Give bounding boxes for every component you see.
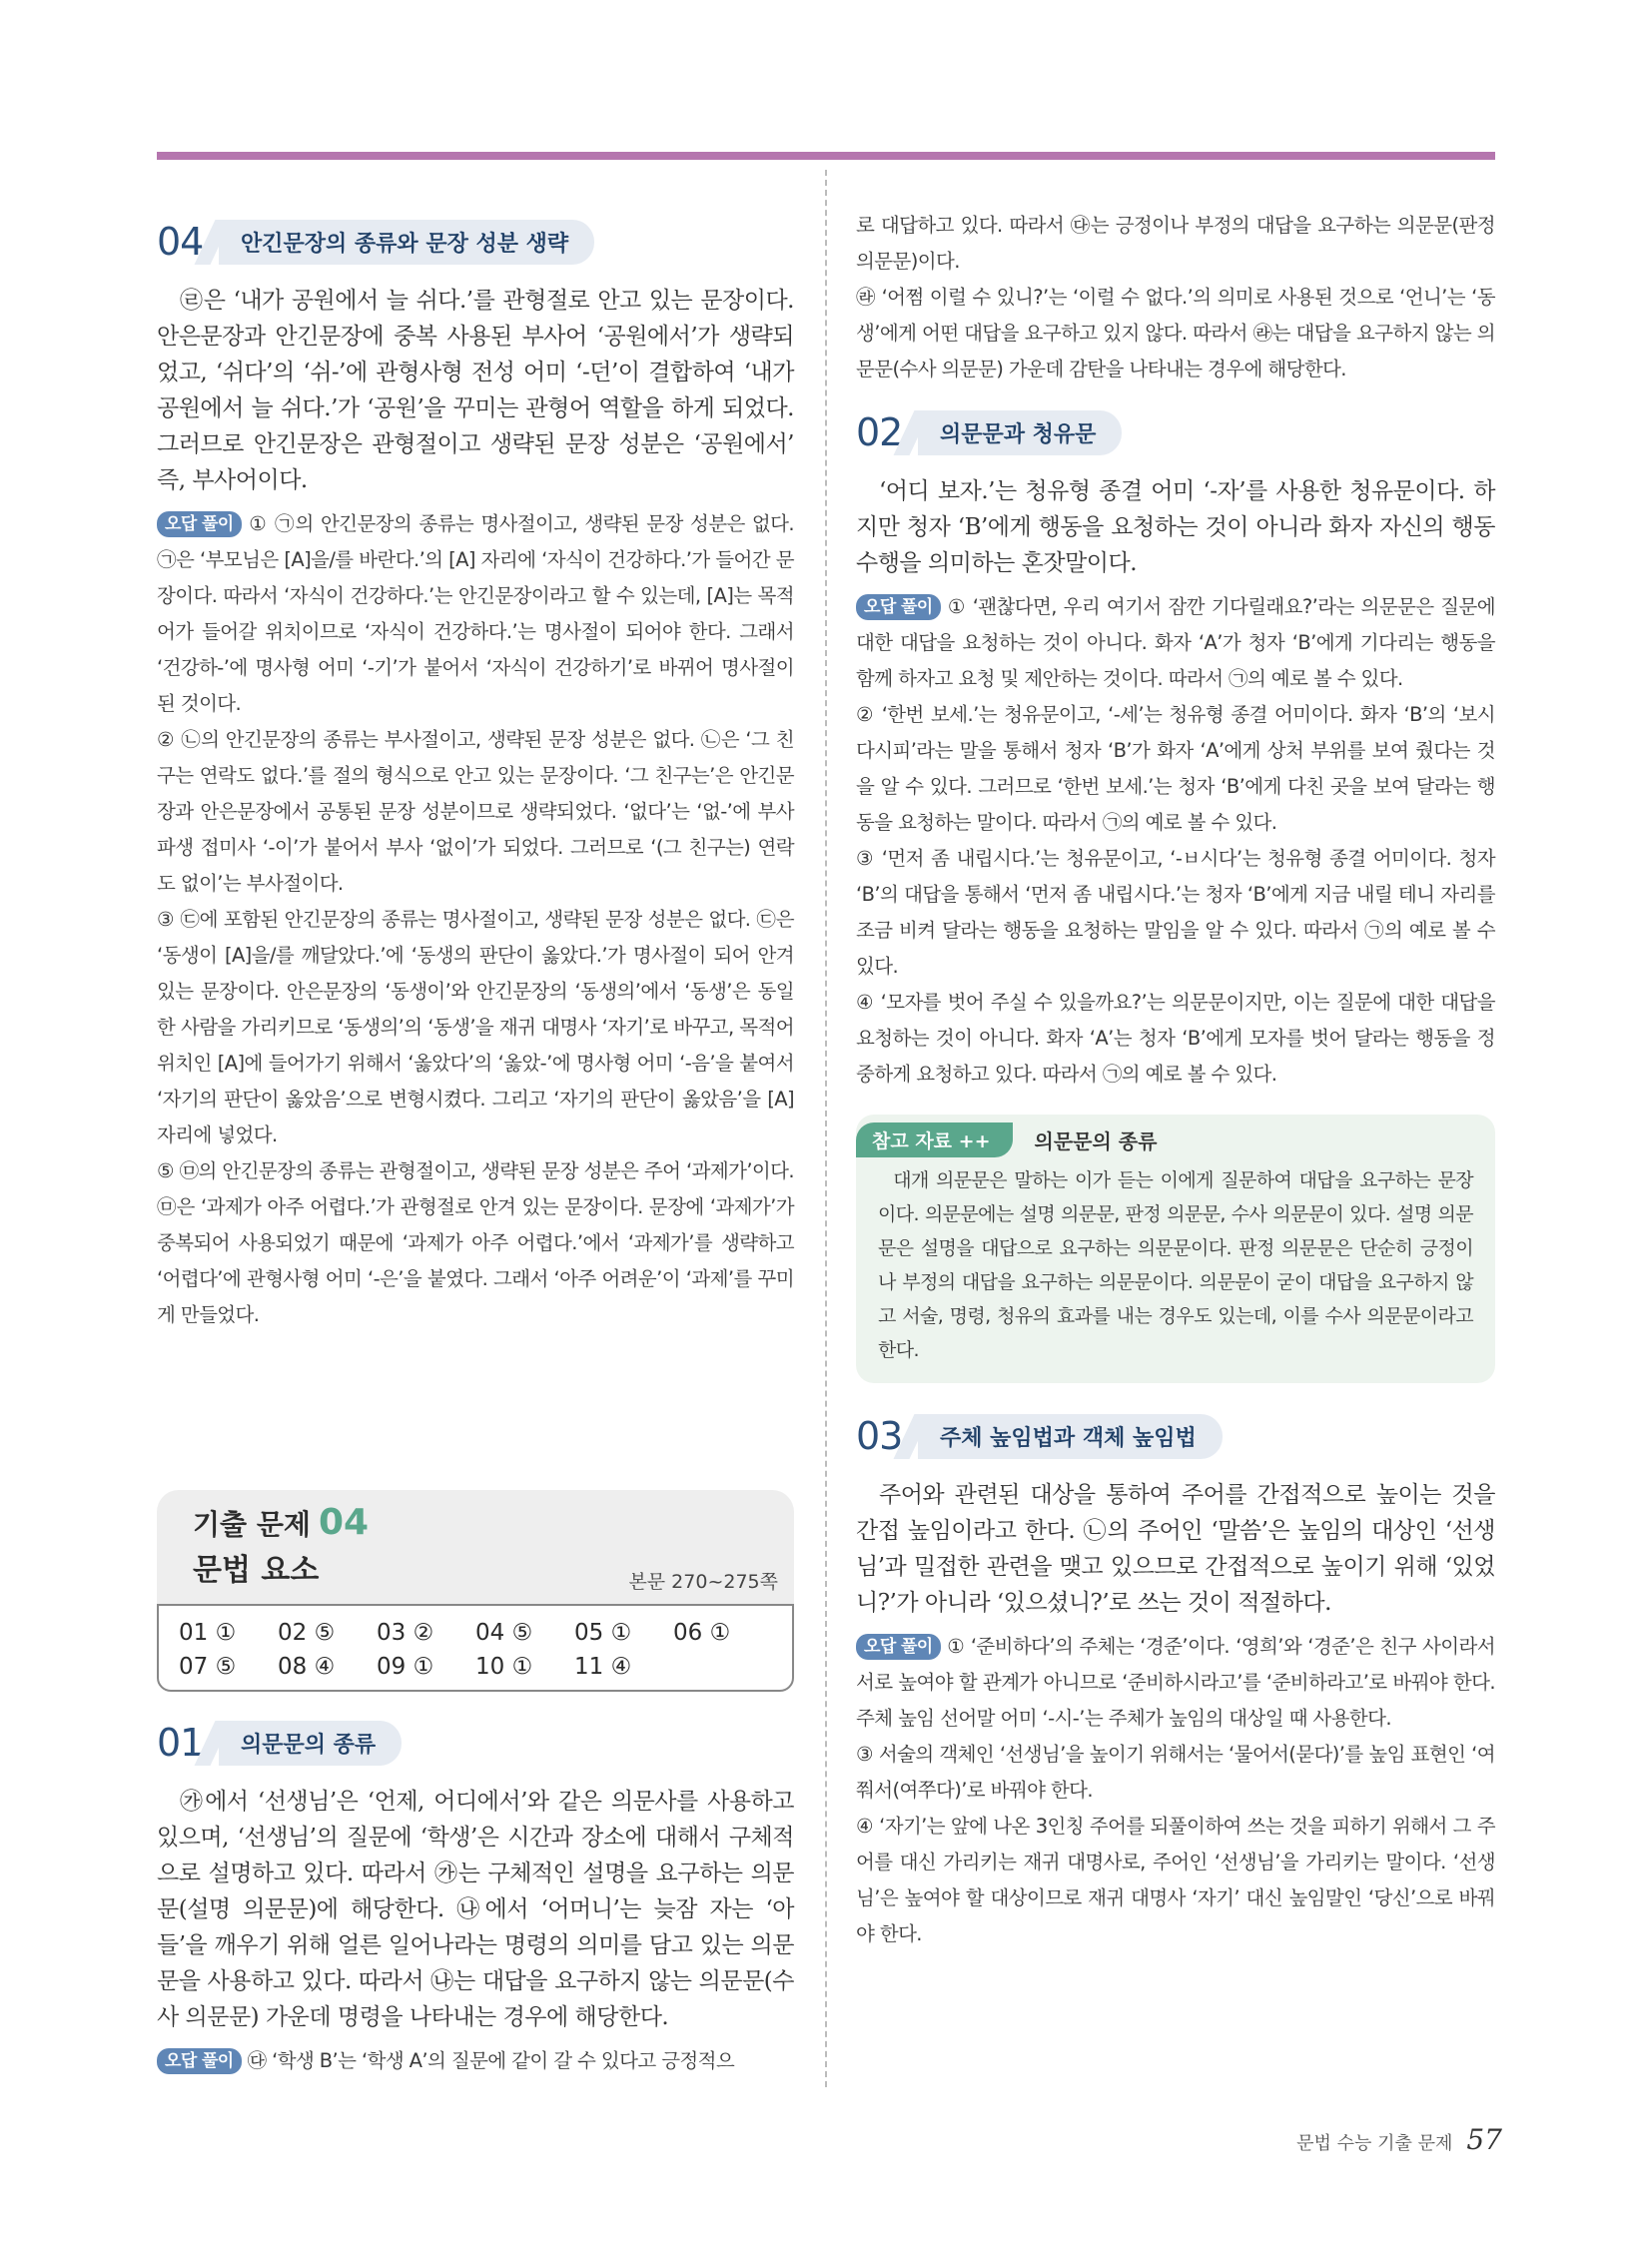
reference-title: 의문문의 종류 (1034, 1129, 1158, 1153)
answer-item: 09 ① (377, 1654, 434, 1680)
answer-grid (157, 1604, 794, 1692)
section-03-note-4: ④ ‘자기’는 앞에 나온 3인칭 주어를 되풀이하여 쓰는 것을 피하기 위해서 그 주어를 대신 가리키는 재귀 대명사로, 주어인 ‘선생님’을 가리키는 말이다. ‘선생님’은 높여야 할 대상이므로 재귀 대명사 ‘자기’ 대신 높임말인 ‘당신’으로 바꿔야 한다. (856, 1815, 1495, 1945)
section-02-note-3: ③ ‘먼저 좀 내립시다.’는 청유문이고, ‘-ㅂ시다’는 청유형 종결 어미이다. 청자 ‘B’의 대답을 통해서 ‘먼저 좀 내립시다.’는 청자 ‘B’에게 지금 내릴 테니 자리를 조금 비켜 달라는 행동을 요청하는 말임을 알 수 있다. 따라서 ㉠의 예로 볼 수 있다. (856, 847, 1495, 978)
wrong-answer-badge: 오답 풀이 (856, 594, 941, 620)
section-04-header (157, 219, 794, 265)
section-04-note-2: ② ㉡의 안긴문장의 종류는 부사절이고, 생략된 문장 성분은 없다. ㉡은 ‘그 친구는 연락도 없다.’를 절의 형식으로 안고 있는 문장이다. ‘그 친구는’은 안긴문장과 안은문장에서 공통된 문장 성분이므로 생략되었다. ‘없다’는 ‘없-’에 부사 파생 접미사 ‘-이’가 붙어서 부사 ‘없이’가 되었다. 그러므로 ‘(그 친구는) 연락도 없이’는 부사절이다. (157, 728, 794, 895)
section-03-note-1-text: ① ‘준비하다’의 주체는 ‘경준’이다. ‘영희’와 ‘경준’은 친구 사이라서 서로 높여야 할 관계가 아니므로 ‘준비하시라고’를 ‘준비하라고’로 바꿔야 한다. 주체 높임 선어말 어미 ‘-시-’는 주체가 높임의 대상일 때 사용한다. (856, 1635, 1495, 1730)
page-number: 57 (1466, 2123, 1502, 2156)
section-01-note-start-text: ㉰ ‘학생 B’는 ‘학생 A’의 질문에 같이 갈 수 있다고 긍정적으 (247, 2049, 735, 2072)
reference-box (856, 1115, 1495, 1383)
section-02-note-4: ④ ‘모자를 벗어 주실 수 있을까요?’는 의문문이지만, 이는 질문에 대한 대답을 요청하는 것이 아니다. 화자 ‘A’는 청자 ‘B’에게 모자를 벗어 달라는 행동을 정중하게 요청하고 있다. 따라서 ㉠의 예로 볼 수 있다. (856, 991, 1495, 1086)
answer-card (157, 1490, 794, 2079)
section-04-note-1 (157, 506, 794, 722)
section-01-title: 의문문의 종류 (219, 1721, 402, 1766)
answer-item: 05 ① (574, 1620, 632, 1646)
section-02-note-2: ② ‘한번 보세.’는 청유문이고, ‘-세’는 청유형 종결 어미이다. 화자 ‘B’의 ‘보시다시피’라는 말을 통해서 청자 ‘B’가 화자 ‘A’에게 상처 부위를 보여 줬다는 것을 알 수 있다. 그러므로 ‘한번 보세.’는 청자 ‘B’에게 다친 곳을 보여 달라는 행동을 요청하는 말이다. 따라서 ㉠의 예로 볼 수 있다. (856, 703, 1495, 834)
wrong-answer-badge: 오답 풀이 (157, 511, 242, 537)
section-02-note-1-text: ① ‘괜찮다면, 우리 여기서 잠깐 기다릴래요?’라는 의문문은 질문에 대한 대답을 요청하는 것이 아니다. 화자 ‘A’가 청자 ‘B’에게 기다리는 행동을 함께 하자고 요청 및 제안하는 것이다. 따라서 ㉠의 예로 볼 수 있다. (856, 595, 1495, 690)
answer-item: 04 ⑤ (475, 1620, 533, 1646)
answer-item: 11 ④ (574, 1654, 632, 1680)
section-03-body: 주어와 관련된 대상을 통하여 주어를 간접적으로 높이는 것을 간접 높임이라고 한다. ㉡의 주어인 ‘말씀’은 높임의 대상인 ‘선생님’과 밀접한 관련을 맺고 있으므로 간접적으로 높이기 위해 ‘있었니?’가 아니라 ‘있으셨니?’로 쓰는 것이 적절하다. (856, 1482, 1495, 1616)
reference-box-header (856, 1122, 1473, 1157)
reference-tag: 참고 자료 ++ (856, 1122, 1013, 1157)
section-04-body: ㉣은 ‘내가 공원에서 늘 쉬다.’를 관형절로 안고 있는 문장이다. 안은문장과 안긴문장에 중복 사용된 부사어 ‘공원에서’가 생략되었고, ‘쉬다’의 ‘쉬-’에 관형사형 전성 어미 ‘-던’이 결합하여 ‘내가 공원에서 늘 쉬다.’가 ‘공원’을 꾸미는 관형어 역할을 하게 되었다. 그러므로 안긴문장은 관형절이고 생략된 문장 성분은 ‘공원에서’ 즉, 부사어이다. (157, 288, 794, 493)
answer-card-pages: 본문 270~275쪽 (628, 1571, 778, 1593)
left-column (157, 215, 794, 1333)
section-01-body: ㉮에서 ‘선생님’은 ‘언제, 어디에서’와 같은 의문사를 사용하고 있으며, ‘선생님’의 질문에 ‘학생’은 시간과 장소에 대해서 구체적으로 설명하고 있다. 따라서 ㉮는 구체적인 설명을 요구하는 의문문(설명 의문문)에 해당한다. ㉯에서 ‘어머니’는 늦잠 자는 ‘아들’을 깨우기 위해 얼른 일어나라는 명령의 의미를 담고 있는 의문문을 사용하고 있다. 따라서 ㉯는 대답을 요구하지 않는 의문문(수사 의문문) 가운데 명령을 나타내는 경우에 해당한다. (157, 1789, 794, 2030)
section-04-number: 04 (157, 220, 204, 264)
top-rule (157, 152, 1495, 160)
section-01-header (157, 1720, 794, 1766)
section-01-number: 01 (157, 1721, 204, 1765)
answer-item: 06 ① (673, 1620, 731, 1646)
section-03-title: 주체 높임법과 객체 높임법 (918, 1414, 1223, 1459)
section-04-title: 안긴문장의 종류와 문장 성분 생략 (219, 220, 594, 265)
reference-text: 대개 의문문은 말하는 이가 듣는 이에게 질문하여 대답을 요구하는 문장이다. 의문문에는 설명 의문문, 판정 의문문, 수사 의문문이 있다. 설명 의문문은 설명을 대답으로 요구하는 의문문이다. 판정 의문문은 단순히 긍정이나 부정의 대답을 요구하는 의문문이다. 의문문이 굳이 대답을 요구하지 않고 서술, 명령, 청유의 효과를 내는 경우도 있는데, 이를 수사 의문문이라고 한다. (878, 1169, 1473, 1361)
section-01-note-cont: 로 대답하고 있다. 따라서 ㉰는 긍정이나 부정의 대답을 요구하는 의문문(판정 의문문)이다. (856, 214, 1495, 273)
section-02-header (856, 409, 1495, 455)
section-04-note-3: ③ ㉢에 포함된 안긴문장의 종류는 명사절이고, 생략된 문장 성분은 없다. ㉢은 ‘동생이 [A]을/를 깨달았다.’에 ‘동생의 판단이 옳았다.’가 명사절이 되어 안겨 있는 문장이다. 안은문장의 ‘동생이’와 안긴문장의 ‘동생의’에서 ‘동생’은 동일한 사람을 가리키므로 ‘동생의’의 ‘동생’을 재귀 대명사 ‘자기’로 바꾸고, 목적어 위치인 [A]에 들어가기 위해서 ‘옳았다’의 ‘옳았-’에 명사형 어미 ‘-음’을 붙여서 ‘자기의 판단이 옳았음’으로 변형시켰다. 그리고 ‘자기의 판단이 옳았음’을 [A] 자리에 넣었다. (157, 908, 794, 1146)
answer-card-label: 기출 문제 (193, 1508, 311, 1541)
wrong-answer-badge: 오답 풀이 (157, 2048, 242, 2074)
answer-card-subject: 문법 요소 (193, 1553, 320, 1588)
answer-card-header (157, 1490, 794, 1604)
footer-label: 문법 수능 기출 문제 (1296, 2133, 1453, 2154)
section-03-header (856, 1413, 1495, 1459)
section-02-title: 의문문과 청유문 (918, 410, 1122, 455)
section-04-note-5: ⑤ ㉤의 안긴문장의 종류는 관형절이고, 생략된 문장 성분은 주어 ‘과제가’이다. ㉤은 ‘과제가 아주 어렵다.’가 관형절로 안겨 있는 문장이다. 문장에 ‘과제가’가 중복되어 사용되었기 때문에 ‘과제가 아주 어렵다.’에서 ‘과제가’를 생략하고 ‘어렵다’에 관형사형 어미 ‘-은’을 붙였다. 그래서 ‘아주 어려운’이 ‘과제’를 꾸미게 만들었다. (157, 1159, 794, 1326)
answer-item: 07 ⑤ (179, 1654, 237, 1680)
section-03-note-3: ③ 서술의 객체인 ‘선생님’을 높이기 위해서는 ‘물어서(묻다)’를 높임 표현인 ‘여쭤서(여쭈다)’로 바꿔야 한다. (856, 1743, 1495, 1802)
answer-item: 03 ② (377, 1620, 434, 1646)
section-03-number: 03 (856, 1414, 903, 1458)
section-01-note-2: ㉱ ‘어쩜 이럴 수 있니?’는 ‘이럴 수 없다.’의 의미로 사용된 것으로 ‘언니’는 ‘동생’에게 어떤 대답을 요구하고 있지 않다. 따라서 ㉱는 대답을 요구하지 않는 의문문(수사 의문문) 가운데 감탄을 나타내는 경우에 해당한다. (856, 286, 1495, 380)
section-02-note-1 (856, 589, 1495, 697)
answer-card-line1 (193, 1502, 782, 1543)
page-footer (1296, 2123, 1502, 2156)
column-divider (825, 170, 827, 2087)
answer-item: 02 ⑤ (278, 1620, 336, 1646)
section-02-body: ‘어디 보자.’는 청유형 종결 어미 ‘-자’를 사용한 청유문이다. 하지만 청자 ‘B’에게 행동을 요청하는 것이 아니라 화자 자신의 행동 수행을 의미하는 혼잣말이다. (856, 478, 1495, 576)
answer-card-number: 04 (318, 1502, 370, 1543)
section-02-number: 02 (856, 410, 903, 454)
answer-item: 01 ① (179, 1620, 237, 1646)
section-04-note-1-text: ① ㉠의 안긴문장의 종류는 명사절이고, 생략된 문장 성분은 없다. ㉠은 ‘부모님은 [A]을/를 바란다.’의 [A] 자리에 ‘자식이 건강하다.’가 들어간 문장이다. 따라서 ‘자식이 건강하다.’는 안긴문장이라고 할 수 있는데, [A]는 목적어가 들어갈 위치이므로 ‘자식이 건강하다.’는 명사절이 되어야 한다. 그래서 ‘건강하-’에 명사형 어미 ‘-기’가 붙어서 ‘자식이 건강하기’로 바뀌어 명사절이 된 것이다. (157, 512, 794, 715)
answer-item: 10 ① (475, 1654, 533, 1680)
section-03-note-1 (856, 1629, 1495, 1737)
wrong-answer-badge: 오답 풀이 (856, 1634, 941, 1660)
section-01-note-start (157, 2043, 794, 2079)
right-column (856, 208, 1495, 1952)
answer-item: 08 ④ (278, 1654, 336, 1680)
